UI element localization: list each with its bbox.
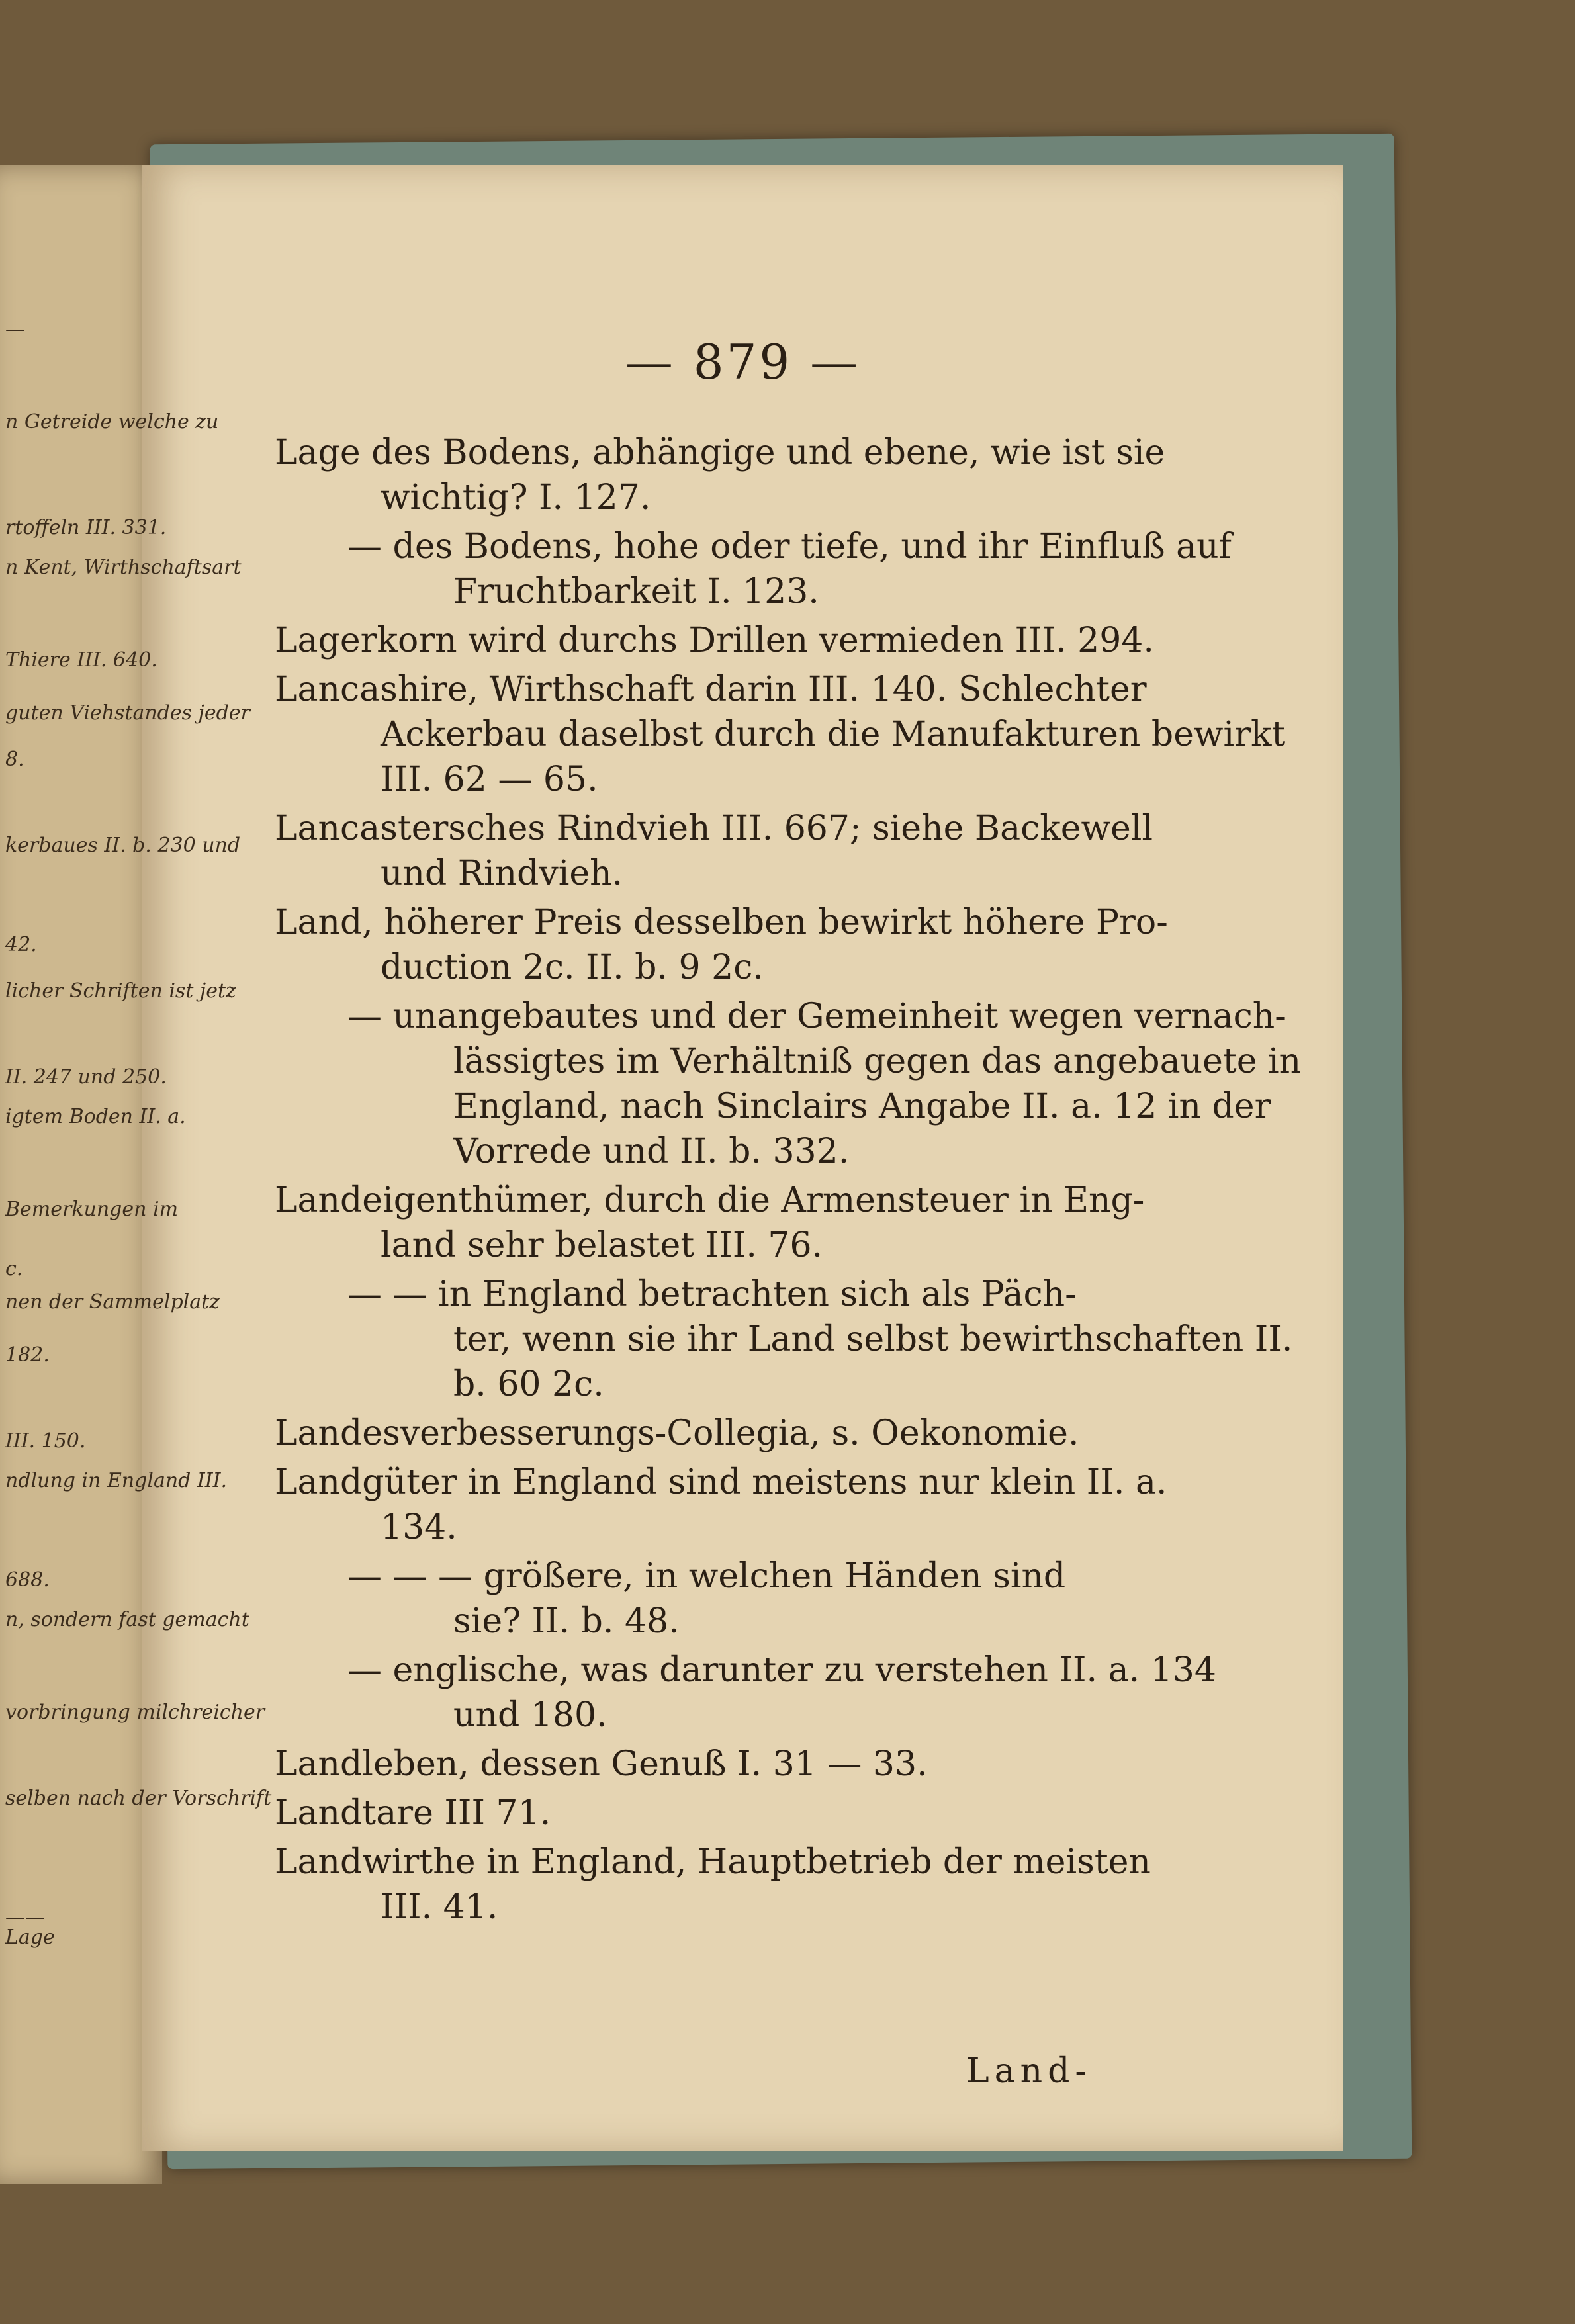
left-page-fragment: guten Viehstandes jeder	[5, 701, 250, 725]
left-page-fragment: Lage	[5, 1926, 55, 1949]
left-page-fragment: n Kent, Wirthschaftsart	[5, 556, 242, 579]
entry-line: — des Bodens, hohe oder tiefe, und ihr Einfluß auf	[347, 527, 1232, 566]
entry-continuation: ter, wenn sie ihr Land selbst bewirthschaften II.	[453, 1319, 1293, 1359]
index-entries	[275, 430, 1302, 1934]
left-page-fragment: II. 247 und 250.	[5, 1065, 167, 1089]
entry-line: — englische, was darunter zu verstehen II. a. 134	[347, 1650, 1216, 1690]
left-page-fragment: nen der Sammelplatz	[5, 1290, 220, 1314]
entry-line: — — in England betrachten sich als Päch-	[347, 1274, 1077, 1314]
index-entry	[347, 1648, 1294, 1738]
entry-continuation: Fruchtbarkeit I. 123.	[453, 572, 819, 611]
entry-line: Landgüter in England sind meistens nur klein II. a.	[275, 1462, 1167, 1502]
left-page-fragment: kerbaues II. b. 230 und	[5, 834, 241, 857]
index-entry	[275, 1791, 1294, 1836]
left-page-fragment: c.	[5, 1257, 23, 1280]
left-page	[0, 165, 162, 2184]
index-entry	[275, 900, 1294, 990]
entry-continuation: sie? II. b. 48.	[453, 1601, 680, 1641]
left-page-fragment: igtem Boden II. a.	[5, 1105, 186, 1128]
left-page-fragment: licher Schriften ist jetz	[5, 979, 236, 1003]
index-entry	[275, 806, 1294, 896]
entry-line: Lancastersches Rindvieh III. 667; siehe Backewell	[275, 809, 1153, 848]
entry-line: Lancashire, Wirthschaft darin III. 140. Schlechter	[275, 670, 1147, 709]
left-page-fragment: 8.	[5, 748, 24, 771]
index-entry	[275, 1178, 1294, 1268]
index-entry	[275, 1411, 1294, 1456]
left-page-fragment: —	[5, 318, 25, 341]
index-entry	[347, 994, 1302, 1174]
entry-line: Land, höherer Preis desselben bewirkt höhere Pro-	[275, 903, 1168, 942]
entry-line: Landesverbesserungs-Collegia, s. Oekonomie.	[275, 1413, 1079, 1453]
entry-continuation: 134.	[381, 1507, 457, 1547]
catchword: Land-	[966, 2051, 1092, 2091]
entry-continuation: wichtig? I. 127.	[381, 478, 651, 517]
entry-line: Landtare III 71.	[275, 1793, 551, 1833]
left-page-fragment: rtoffeln III. 331.	[5, 516, 167, 539]
left-page-fragment: n Getreide welche zu	[5, 410, 219, 433]
entry-line: Lage des Bodens, abhängige und ebene, wie ist sie	[275, 433, 1165, 472]
entry-line: — unangebautes und der Gemeinheit wegen vernach-	[347, 997, 1286, 1036]
left-page-fragment: 42.	[5, 933, 37, 956]
left-page-fragment: Thiere III. 640.	[5, 648, 158, 672]
page-number: — 879 —	[625, 334, 861, 390]
left-page-fragment: Bemerkungen im	[5, 1198, 179, 1221]
entry-continuation: III. 41.	[381, 1887, 498, 1927]
index-entry	[275, 667, 1294, 802]
index-entry	[347, 524, 1294, 614]
right-page	[142, 165, 1343, 2151]
left-page-fragment: 182.	[5, 1343, 50, 1366]
entry-continuation: duction 2c. II. b. 9 2c.	[381, 948, 764, 987]
index-entry	[347, 1272, 1294, 1407]
left-page-fragment: n, sondern fast gemacht	[5, 1608, 249, 1631]
entry-continuation: England, nach Sinclairs Angabe II. a. 12 in der	[453, 1087, 1271, 1126]
left-page-fragment: 688.	[5, 1568, 50, 1591]
entry-continuation: Vorrede und II. b. 332.	[453, 1132, 850, 1171]
index-entry	[275, 1742, 1294, 1787]
entry-continuation: und 180.	[453, 1695, 608, 1735]
left-page-fragment: vorbringung milchreicher	[5, 1701, 265, 1724]
left-page-fragment: III. 150.	[5, 1429, 86, 1452]
index-entry	[275, 618, 1294, 663]
entry-continuation: Ackerbau daselbst durch die Manufakturen bewirkt	[381, 715, 1286, 754]
left-page-fragment: ——	[5, 1906, 45, 1929]
entry-continuation: lässigtes im Verhältniß gegen das angebauete in	[453, 1042, 1302, 1081]
index-entry	[275, 1460, 1294, 1550]
entry-line: Landleben, dessen Genuß I. 31 — 33.	[275, 1744, 928, 1784]
entry-line: Lagerkorn wird durchs Drillen vermieden III. 294.	[275, 621, 1154, 660]
left-page-fragment: selben nach der Vorschrift	[5, 1787, 272, 1810]
entry-continuation: b. 60 2c.	[453, 1364, 604, 1404]
entry-line: — — — größere, in welchen Händen sind	[347, 1556, 1066, 1596]
entry-line: Landwirthe in England, Hauptbetrieb der meisten	[275, 1842, 1151, 1882]
entry-line: Landeigenthümer, durch die Armensteuer in Eng-	[275, 1181, 1145, 1220]
index-entry	[275, 430, 1294, 520]
entry-continuation: III. 62 — 65.	[381, 760, 598, 799]
entry-continuation: und Rindvieh.	[381, 854, 623, 893]
index-entry	[275, 1840, 1294, 1930]
entry-continuation: land sehr belastet III. 76.	[381, 1226, 823, 1265]
index-entry	[347, 1554, 1294, 1644]
left-page-fragment: ndlung in England III.	[5, 1469, 228, 1492]
